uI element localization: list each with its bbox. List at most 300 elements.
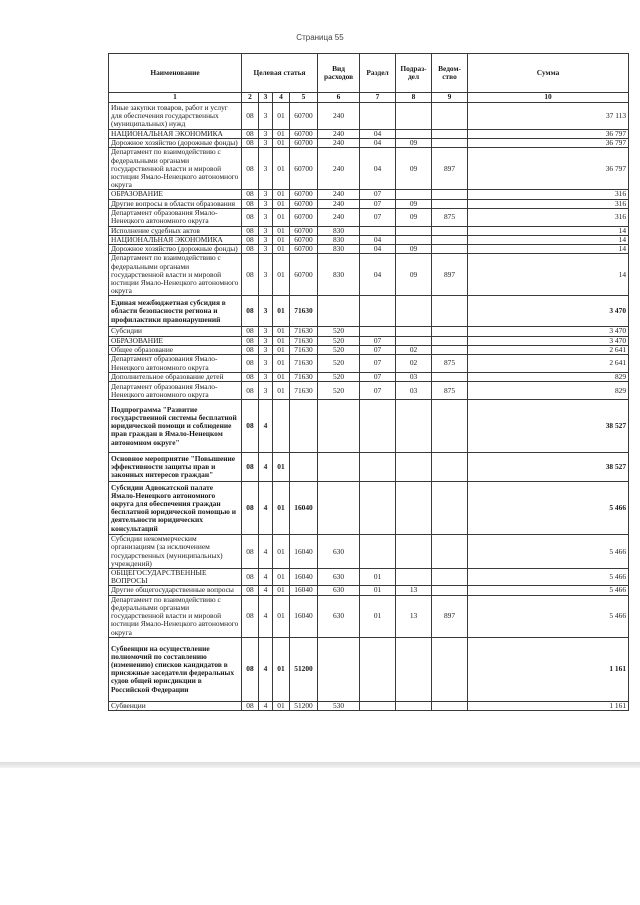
cell-target-code-4: 60700 [290, 236, 318, 245]
cell-target-code-1: 08 [242, 336, 259, 345]
cell-target-code-4: 60700 [290, 103, 318, 130]
cell-department [432, 482, 468, 535]
cell-target-code-4: 16040 [290, 569, 318, 586]
cell-expense-type: 520 [318, 355, 360, 373]
cell-target-code-1: 08 [242, 701, 259, 710]
cell-department [432, 245, 468, 254]
cell-target-code-1: 08 [242, 595, 259, 637]
column-number: 8 [396, 93, 432, 103]
cell-target-code-3: 01 [273, 569, 290, 586]
cell-target-code-3: 01 [273, 701, 290, 710]
table-row [109, 199, 629, 208]
header-subsection: Подраз-дел [396, 54, 432, 93]
cell-expense-type: 520 [318, 336, 360, 345]
cell-department [432, 103, 468, 130]
cell-target-code-2: 3 [259, 199, 273, 208]
cell-section: 07 [360, 355, 396, 373]
cell-expense-type: 830 [318, 254, 360, 296]
cell-target-code-4: 51200 [290, 637, 318, 701]
cell-subsection: 09 [396, 139, 432, 148]
cell-target-code-4: 71630 [290, 345, 318, 354]
cell-sum: 14 [468, 245, 629, 254]
header-department: Ведом-ство [432, 54, 468, 93]
cell-expense-type [318, 453, 360, 482]
cell-department [432, 336, 468, 345]
cell-name: Подпрограмма "Развитие государственной системы бесплатной юридической помощи и соблюдение прав граждан в Ямало-Ненецком автономном округе" [109, 400, 242, 453]
cell-target-code-1: 08 [242, 355, 259, 373]
cell-target-code-4 [290, 400, 318, 453]
column-number: 6 [318, 93, 360, 103]
cell-department [432, 400, 468, 453]
table-row [109, 336, 629, 345]
cell-target-code-4: 60700 [290, 208, 318, 226]
cell-sum: 3 470 [468, 336, 629, 345]
cell-expense-type: 520 [318, 345, 360, 354]
cell-subsection: 09 [396, 208, 432, 226]
cell-target-code-1: 08 [242, 382, 259, 400]
cell-name: Иные закупки товаров, работ и услуг для обеспечения государственных (муниципальных) нужд [109, 103, 242, 130]
cell-sum: 5 466 [468, 569, 629, 586]
cell-target-code-1: 08 [242, 296, 259, 327]
cell-name: Общее образование [109, 345, 242, 354]
cell-target-code-3: 01 [273, 345, 290, 354]
cell-target-code-2: 3 [259, 245, 273, 254]
header-section: Раздел [360, 54, 396, 93]
cell-target-code-4: 16040 [290, 482, 318, 535]
cell-department [432, 190, 468, 199]
cell-subsection: 03 [396, 382, 432, 400]
header-expense-type: Вид расходов [318, 54, 360, 93]
cell-expense-type: 630 [318, 595, 360, 637]
cell-subsection [396, 296, 432, 327]
cell-section: 07 [360, 373, 396, 382]
table-row [109, 208, 629, 226]
cell-target-code-4: 60700 [290, 254, 318, 296]
cell-sum: 316 [468, 199, 629, 208]
table-row [109, 595, 629, 637]
cell-department: 897 [432, 595, 468, 637]
cell-section [360, 327, 396, 336]
cell-name: Департамент образования Ямало-Ненецкого автономного округа [109, 382, 242, 400]
table-row [109, 236, 629, 245]
cell-name: Другие вопросы в области образования [109, 199, 242, 208]
cell-target-code-4: 71630 [290, 296, 318, 327]
cell-target-code-3: 01 [273, 226, 290, 235]
cell-target-code-4: 60700 [290, 245, 318, 254]
cell-sum: 38 527 [468, 400, 629, 453]
table-row [109, 226, 629, 235]
cell-target-code-2: 3 [259, 190, 273, 199]
cell-department [432, 139, 468, 148]
cell-subsection [396, 226, 432, 235]
cell-name: НАЦИОНАЛЬНАЯ ЭКОНОМИКА [109, 130, 242, 139]
cell-target-code-2: 3 [259, 345, 273, 354]
cell-name: Субсидии Адвокатской палате Ямало-Ненецкого автономного округа для обеспечения граждан бесплатной юридической помощью и деятельности юридических консультаций [109, 482, 242, 535]
cell-target-code-4: 60700 [290, 226, 318, 235]
cell-sum: 36 797 [468, 148, 629, 190]
cell-subsection: 03 [396, 373, 432, 382]
cell-target-code-1: 08 [242, 139, 259, 148]
cell-target-code-4: 71630 [290, 382, 318, 400]
cell-target-code-1: 08 [242, 345, 259, 354]
budget-table [108, 53, 629, 711]
cell-target-code-4 [290, 453, 318, 482]
cell-target-code-3: 01 [273, 336, 290, 345]
cell-name: Департамент образования Ямало-Ненецкого автономного округа [109, 208, 242, 226]
cell-target-code-1: 08 [242, 569, 259, 586]
cell-target-code-3: 01 [273, 236, 290, 245]
cell-target-code-1: 08 [242, 103, 259, 130]
cell-subsection [396, 535, 432, 569]
cell-subsection [396, 453, 432, 482]
cell-department [432, 586, 468, 595]
cell-name: ОБЩЕГОСУДАРСТВЕННЫЕ ВОПРОСЫ [109, 569, 242, 586]
cell-section [360, 226, 396, 235]
cell-department [432, 453, 468, 482]
cell-name: Дорожное хозяйство (дорожные фонды) [109, 245, 242, 254]
cell-sum: 1 161 [468, 637, 629, 701]
cell-department [432, 296, 468, 327]
table-row [109, 190, 629, 199]
cell-target-code-2: 3 [259, 208, 273, 226]
column-number: 3 [259, 93, 273, 103]
cell-expense-type: 520 [318, 373, 360, 382]
cell-section [360, 296, 396, 327]
cell-section: 07 [360, 190, 396, 199]
cell-subsection [396, 130, 432, 139]
cell-target-code-1: 08 [242, 586, 259, 595]
cell-target-code-3: 01 [273, 453, 290, 482]
table-row [109, 327, 629, 336]
cell-target-code-3 [273, 400, 290, 453]
cell-department [432, 701, 468, 710]
cell-target-code-3: 01 [273, 535, 290, 569]
cell-expense-type: 240 [318, 148, 360, 190]
cell-target-code-3: 01 [273, 482, 290, 535]
cell-target-code-4: 16040 [290, 595, 318, 637]
cell-section: 04 [360, 148, 396, 190]
cell-subsection [396, 336, 432, 345]
cell-sum: 36 797 [468, 130, 629, 139]
cell-sum: 1 161 [468, 701, 629, 710]
table-row [109, 254, 629, 296]
cell-target-code-1: 08 [242, 637, 259, 701]
cell-name: Исполнение судебных актов [109, 226, 242, 235]
cell-target-code-3: 01 [273, 296, 290, 327]
cell-target-code-1: 08 [242, 254, 259, 296]
cell-expense-type [318, 482, 360, 535]
cell-expense-type [318, 296, 360, 327]
cell-name: ОБРАЗОВАНИЕ [109, 190, 242, 199]
cell-department [432, 236, 468, 245]
cell-target-code-3: 01 [273, 254, 290, 296]
cell-subsection [396, 482, 432, 535]
cell-target-code-2: 3 [259, 130, 273, 139]
cell-expense-type: 240 [318, 190, 360, 199]
cell-sum: 38 527 [468, 453, 629, 482]
cell-name: Департамент образования Ямало-Ненецкого автономного округа [109, 355, 242, 373]
cell-target-code-3: 01 [273, 103, 290, 130]
cell-sum: 14 [468, 254, 629, 296]
table-row [109, 535, 629, 569]
cell-department: 897 [432, 254, 468, 296]
cell-department: 875 [432, 355, 468, 373]
cell-name: Департамент по взаимодействию с федеральными органами государственной власти и мировой юстиции Ямало-Ненецкого автономного округа [109, 595, 242, 637]
cell-target-code-3: 01 [273, 327, 290, 336]
cell-expense-type: 240 [318, 103, 360, 130]
cell-target-code-4: 71630 [290, 355, 318, 373]
cell-expense-type: 830 [318, 236, 360, 245]
cell-target-code-4: 16040 [290, 535, 318, 569]
table-row [109, 382, 629, 400]
cell-sum: 37 113 [468, 103, 629, 130]
table-row [109, 103, 629, 130]
cell-target-code-2: 3 [259, 327, 273, 336]
table-row [109, 637, 629, 701]
cell-section [360, 482, 396, 535]
cell-department: 875 [432, 208, 468, 226]
cell-target-code-3: 01 [273, 382, 290, 400]
cell-target-code-1: 08 [242, 373, 259, 382]
cell-expense-type: 530 [318, 701, 360, 710]
cell-section: 04 [360, 245, 396, 254]
cell-name: Другие общегосударственные вопросы [109, 586, 242, 595]
table-row [109, 482, 629, 535]
cell-target-code-1: 08 [242, 190, 259, 199]
cell-section: 07 [360, 208, 396, 226]
cell-target-code-2: 3 [259, 373, 273, 382]
cell-target-code-1: 08 [242, 535, 259, 569]
cell-subsection: 09 [396, 245, 432, 254]
cell-section: 04 [360, 139, 396, 148]
cell-target-code-3: 01 [273, 586, 290, 595]
cell-target-code-4: 51200 [290, 701, 318, 710]
cell-expense-type: 630 [318, 569, 360, 586]
cell-target-code-1: 08 [242, 148, 259, 190]
cell-target-code-3: 01 [273, 139, 290, 148]
table-row [109, 139, 629, 148]
header-target-article: Целевая статья [242, 54, 318, 93]
cell-section [360, 400, 396, 453]
cell-target-code-1: 08 [242, 482, 259, 535]
cell-expense-type [318, 637, 360, 701]
cell-expense-type: 240 [318, 208, 360, 226]
cell-target-code-2: 4 [259, 701, 273, 710]
cell-section [360, 637, 396, 701]
cell-target-code-2: 3 [259, 382, 273, 400]
cell-subsection [396, 400, 432, 453]
cell-sum: 316 [468, 190, 629, 199]
cell-section: 04 [360, 130, 396, 139]
cell-section: 07 [360, 199, 396, 208]
table-row [109, 245, 629, 254]
cell-department: 897 [432, 148, 468, 190]
cell-target-code-4: 60700 [290, 130, 318, 139]
cell-target-code-2: 3 [259, 355, 273, 373]
cell-subsection: 13 [396, 595, 432, 637]
scan-bottom-edge [0, 762, 640, 768]
cell-target-code-4: 60700 [290, 190, 318, 199]
cell-section: 01 [360, 569, 396, 586]
cell-target-code-2: 3 [259, 296, 273, 327]
column-number: 4 [273, 93, 290, 103]
cell-target-code-3: 01 [273, 148, 290, 190]
cell-department [432, 199, 468, 208]
cell-target-code-2: 4 [259, 453, 273, 482]
cell-target-code-1: 08 [242, 453, 259, 482]
cell-name: Дополнительное образование детей [109, 373, 242, 382]
cell-subsection [396, 103, 432, 130]
cell-target-code-3: 01 [273, 130, 290, 139]
cell-target-code-2: 3 [259, 148, 273, 190]
cell-target-code-4: 71630 [290, 336, 318, 345]
cell-target-code-2: 4 [259, 586, 273, 595]
cell-target-code-2: 4 [259, 482, 273, 535]
column-number: 1 [109, 93, 242, 103]
table-row [109, 345, 629, 354]
cell-subsection: 02 [396, 345, 432, 354]
cell-sum: 829 [468, 382, 629, 400]
cell-target-code-2: 3 [259, 226, 273, 235]
cell-target-code-1: 08 [242, 226, 259, 235]
cell-sum: 5 466 [468, 595, 629, 637]
cell-sum: 5 466 [468, 535, 629, 569]
column-number: 10 [468, 93, 629, 103]
cell-target-code-3: 01 [273, 190, 290, 199]
cell-target-code-4: 60700 [290, 139, 318, 148]
cell-target-code-3: 01 [273, 208, 290, 226]
cell-target-code-2: 3 [259, 236, 273, 245]
cell-sum: 3 470 [468, 296, 629, 327]
cell-target-code-1: 08 [242, 400, 259, 453]
column-number: 5 [290, 93, 318, 103]
cell-department [432, 327, 468, 336]
cell-sum: 36 797 [468, 139, 629, 148]
cell-target-code-1: 08 [242, 236, 259, 245]
cell-subsection [396, 236, 432, 245]
table-row [109, 701, 629, 710]
cell-sum: 3 470 [468, 327, 629, 336]
column-number: 2 [242, 93, 259, 103]
cell-expense-type: 630 [318, 586, 360, 595]
cell-target-code-2: 3 [259, 254, 273, 296]
table-row [109, 148, 629, 190]
cell-subsection [396, 190, 432, 199]
cell-section [360, 535, 396, 569]
cell-section: 04 [360, 254, 396, 296]
cell-expense-type: 630 [318, 535, 360, 569]
cell-subsection: 13 [396, 586, 432, 595]
cell-subsection [396, 637, 432, 701]
cell-target-code-2: 4 [259, 595, 273, 637]
cell-sum: 14 [468, 226, 629, 235]
cell-expense-type: 830 [318, 245, 360, 254]
cell-department [432, 345, 468, 354]
cell-name: Основное мероприятие "Повышение эффективности защиты прав и законных интересов граждан" [109, 453, 242, 482]
cell-sum: 316 [468, 208, 629, 226]
cell-subsection [396, 327, 432, 336]
cell-target-code-3: 01 [273, 637, 290, 701]
cell-target-code-2: 4 [259, 400, 273, 453]
cell-target-code-1: 08 [242, 245, 259, 254]
cell-target-code-2: 3 [259, 103, 273, 130]
cell-target-code-2: 4 [259, 637, 273, 701]
cell-name: ОБРАЗОВАНИЕ [109, 336, 242, 345]
cell-subsection [396, 701, 432, 710]
cell-name: Субвенции на осуществление полномочий по составлению (изменению) списков кандидатов в присяжные заседатели федеральных судов общей юрисдикции в Российской Федерации [109, 637, 242, 701]
cell-section [360, 103, 396, 130]
cell-section: 07 [360, 336, 396, 345]
cell-subsection [396, 569, 432, 586]
cell-subsection: 09 [396, 254, 432, 296]
cell-section: 01 [360, 595, 396, 637]
cell-name: Субсидии некоммерческим организациям (за исключением государственных (муниципальных) учреждений) [109, 535, 242, 569]
cell-expense-type: 520 [318, 327, 360, 336]
cell-sum: 5 466 [468, 586, 629, 595]
cell-subsection: 09 [396, 148, 432, 190]
cell-target-code-1: 08 [242, 327, 259, 336]
page-label: Страница 55 [296, 33, 344, 42]
cell-target-code-2: 3 [259, 139, 273, 148]
cell-name: Департамент по взаимодействию с федеральными органами государственной власти и мировой юстиции Ямало-Ненецкого автономного округа [109, 148, 242, 190]
cell-target-code-1: 08 [242, 208, 259, 226]
cell-department [432, 637, 468, 701]
column-number: 7 [360, 93, 396, 103]
cell-subsection: 09 [396, 199, 432, 208]
cell-sum: 829 [468, 373, 629, 382]
table-row [109, 296, 629, 327]
cell-name: Департамент по взаимодействию с федеральными органами государственной власти и мировой юстиции Ямало-Ненецкого автономного округа [109, 254, 242, 296]
cell-department: 875 [432, 382, 468, 400]
cell-target-code-1: 08 [242, 130, 259, 139]
cell-sum: 14 [468, 236, 629, 245]
cell-name: Субвенции [109, 701, 242, 710]
cell-target-code-3: 01 [273, 373, 290, 382]
table-row [109, 400, 629, 453]
cell-name: Дорожное хозяйство (дорожные фонды) [109, 139, 242, 148]
cell-target-code-2: 4 [259, 569, 273, 586]
cell-section: 07 [360, 345, 396, 354]
table-row [109, 569, 629, 586]
cell-department [432, 535, 468, 569]
cell-expense-type: 830 [318, 226, 360, 235]
table-row [109, 355, 629, 373]
cell-name: НАЦИОНАЛЬНАЯ ЭКОНОМИКА [109, 236, 242, 245]
header-sum: Сумма [468, 54, 629, 93]
cell-target-code-2: 3 [259, 336, 273, 345]
table-row [109, 586, 629, 595]
cell-expense-type: 240 [318, 199, 360, 208]
cell-target-code-2: 4 [259, 535, 273, 569]
header-name: Наименование [109, 54, 242, 93]
cell-target-code-3: 01 [273, 355, 290, 373]
cell-target-code-3: 01 [273, 199, 290, 208]
cell-target-code-1: 08 [242, 199, 259, 208]
cell-department [432, 130, 468, 139]
cell-department [432, 226, 468, 235]
cell-section: 01 [360, 586, 396, 595]
cell-target-code-4: 16040 [290, 586, 318, 595]
table-row [109, 453, 629, 482]
cell-expense-type: 240 [318, 139, 360, 148]
table-row [109, 373, 629, 382]
cell-name: Субсидии [109, 327, 242, 336]
cell-target-code-4: 71630 [290, 373, 318, 382]
cell-target-code-3: 01 [273, 595, 290, 637]
cell-department [432, 569, 468, 586]
cell-target-code-4: 60700 [290, 148, 318, 190]
cell-section [360, 453, 396, 482]
